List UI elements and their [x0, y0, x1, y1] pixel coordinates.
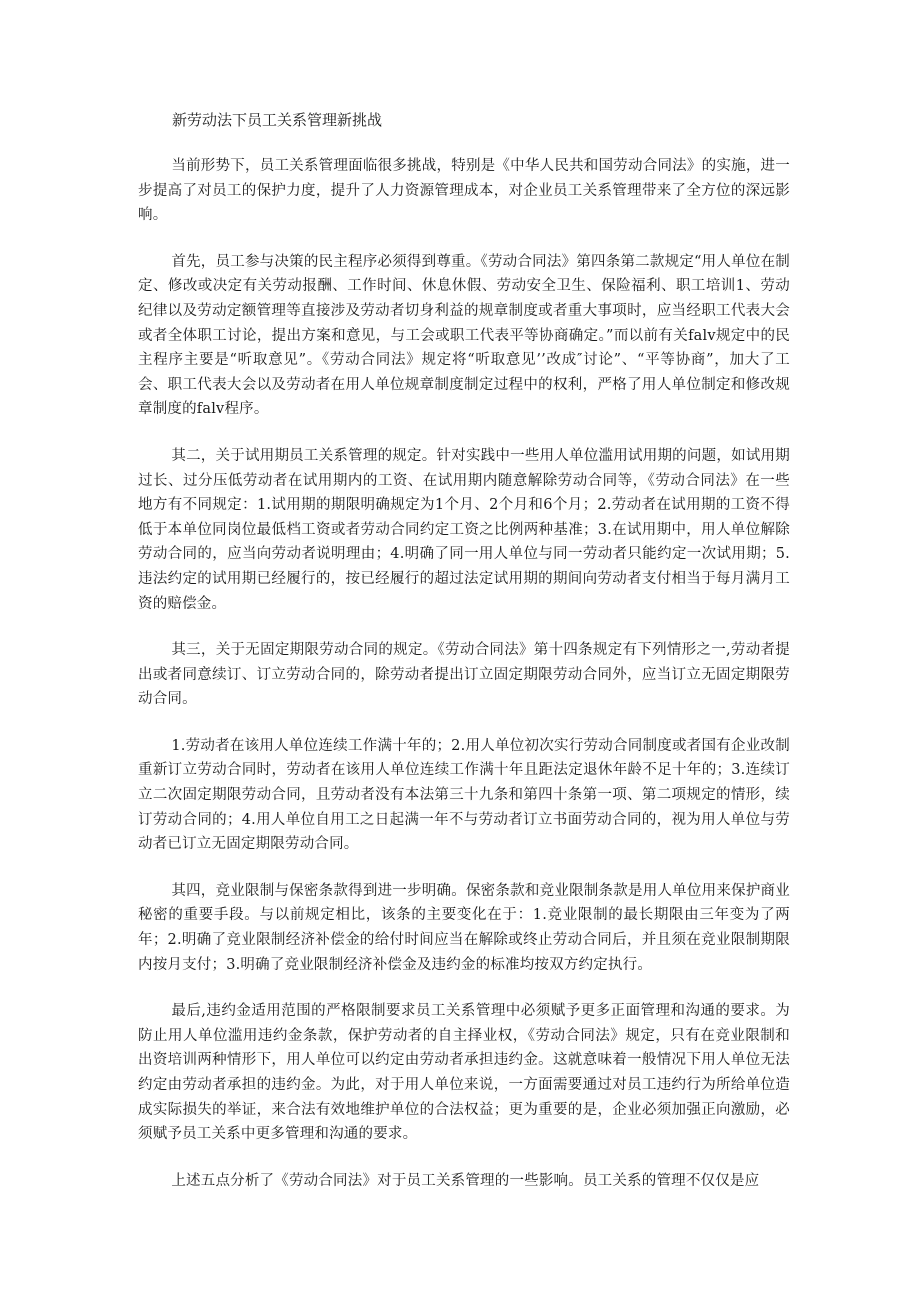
paragraph-intro: 当前形势下，员工关系管理面临很多挑战，特别是《中华人民共和国劳动合同法》的实施，进一步提高了对员工的保护力度，提升了人力资源管理成本，对企业员工关系管理带来了全方位的深远影响。 [138, 158, 790, 224]
paragraph-second: 其二，关于试用期员工关系管理的规定。针对实践中一些用人单位滥用试用期的问题，如试用期过长、过分压低劳动者在试用期内的工资、在试用期内随意解除劳动合同等，《劳动合同法》在一些地方有不同规定：1.试用期的期限明确规定为1个月、2个月和6个月；2.劳动者在试用期的工资不得低于本单位同岗位最低档工资或者劳动合同约定工资之比例两种基准；3.在试用期中，用人单位解除劳动合同的，应当向劳动者说明理由；4.明确了同一用人单位与同一劳动者只能约定一次试用期；5.违法约定的试用期已经履行的，按已经履行的超过法定试用期的期间向劳动者支付相当于每月满月工资的赔偿金。 [138, 447, 790, 612]
paragraph-first: 首先，员工参与决策的民主程序必须得到尊重。《劳动合同法》第四条第二款规定“用人单位在制定、修改或决定有关劳动报酬、工作时间、休息休假、劳动安全卫生、保险福利、职工培训1、劳动纪律以及劳动定额管理等直接涉及劳动者切身利益的规章制度或者重大事项时，应当经职工代表大会或者全体职工讨论，提出方案和意见，与工会或职工代表平等协商确定。”而以前有关falv规定中的民主程序主要是“听取意见”。《劳动合同法》规定将“听取意见’’改成″讨论”、“平等协商”，加大了工会、职工代表大会以及劳动者在用人单位规章制度制定过程中的权利，严格了用人单位制定和修改规章制度的falv程序。 [138, 253, 790, 418]
document-page [138, 108, 790, 1215]
paragraph-fourth: 其四，竞业限制与保密条款得到进一步明确。保密条款和竞业限制条款是用人单位用来保护商业秘密的重要手段。与以前规定相比，该条的主要变化在于：1.竞业限制的最长期限由三年变为了两年；2.明确了竞业限制经济补偿金的给付时间应当在解除或终止劳动合同后，并且须在竞业限制期限内按月支付；3.明确了竞业限制经济补偿金及违约金的标准均按双方约定执行。 [138, 882, 790, 973]
paragraph-third-list: 1.劳动者在该用人单位连续工作满十年的；2.用人单位初次实行劳动合同制度或者国有企业改制重新订立劳动合同时，劳动者在该用人单位连续工作满十年且距法定退休年龄不足十年的；3.连续订立二次固定期限劳动合同，且劳动者没有本法第三十九条和第四十条第一项、第二项规定的情形，续订劳动合同的；4.用人单位自用工之日起满一年不与劳动者订立书面劳动合同的，视为用人单位与劳动者已订立无固定期限劳动合同。 [138, 737, 790, 853]
paragraph-summary: 上述五点分析了《劳动合同法》对于员工关系管理的一些影响。员工关系的管理不仅仅是应 [171, 1172, 760, 1189]
paragraph-last: 最后,违约金适用范围的严格限制要求员工关系管理中必须赋予更多正面管理和沟通的要求。为防止用人单位滥用违约金条款，保护劳动者的自主择业权，《劳动合同法》规定，只有在竞业限制和出资培训两种情形下，用人单位可以约定由劳动者承担违约金。这就意味着一般情况下用人单位无法约定由劳动者承担的违约金。为此，对于用人单位来说，一方面需要通过对员工违约行为所给单位造成实际损失的举证，来合法有效地维护单位的合法权益；更为重要的是，企业必须加强正向激励，必须赋予员工关系中更多管理和沟通的要求。 [138, 1003, 790, 1143]
paragraph-third: 其三，关于无固定期限劳动合同的规定。《劳动合同法》第十四条规定有下列情形之一,劳动者提出或者同意续订、订立劳动合同的，除劳动者提出订立固定期限劳动合同外，应当订立无固定期限劳动合同。 [138, 642, 790, 708]
document-title: 新劳动法下员工关系管理新挑战 [172, 111, 383, 129]
